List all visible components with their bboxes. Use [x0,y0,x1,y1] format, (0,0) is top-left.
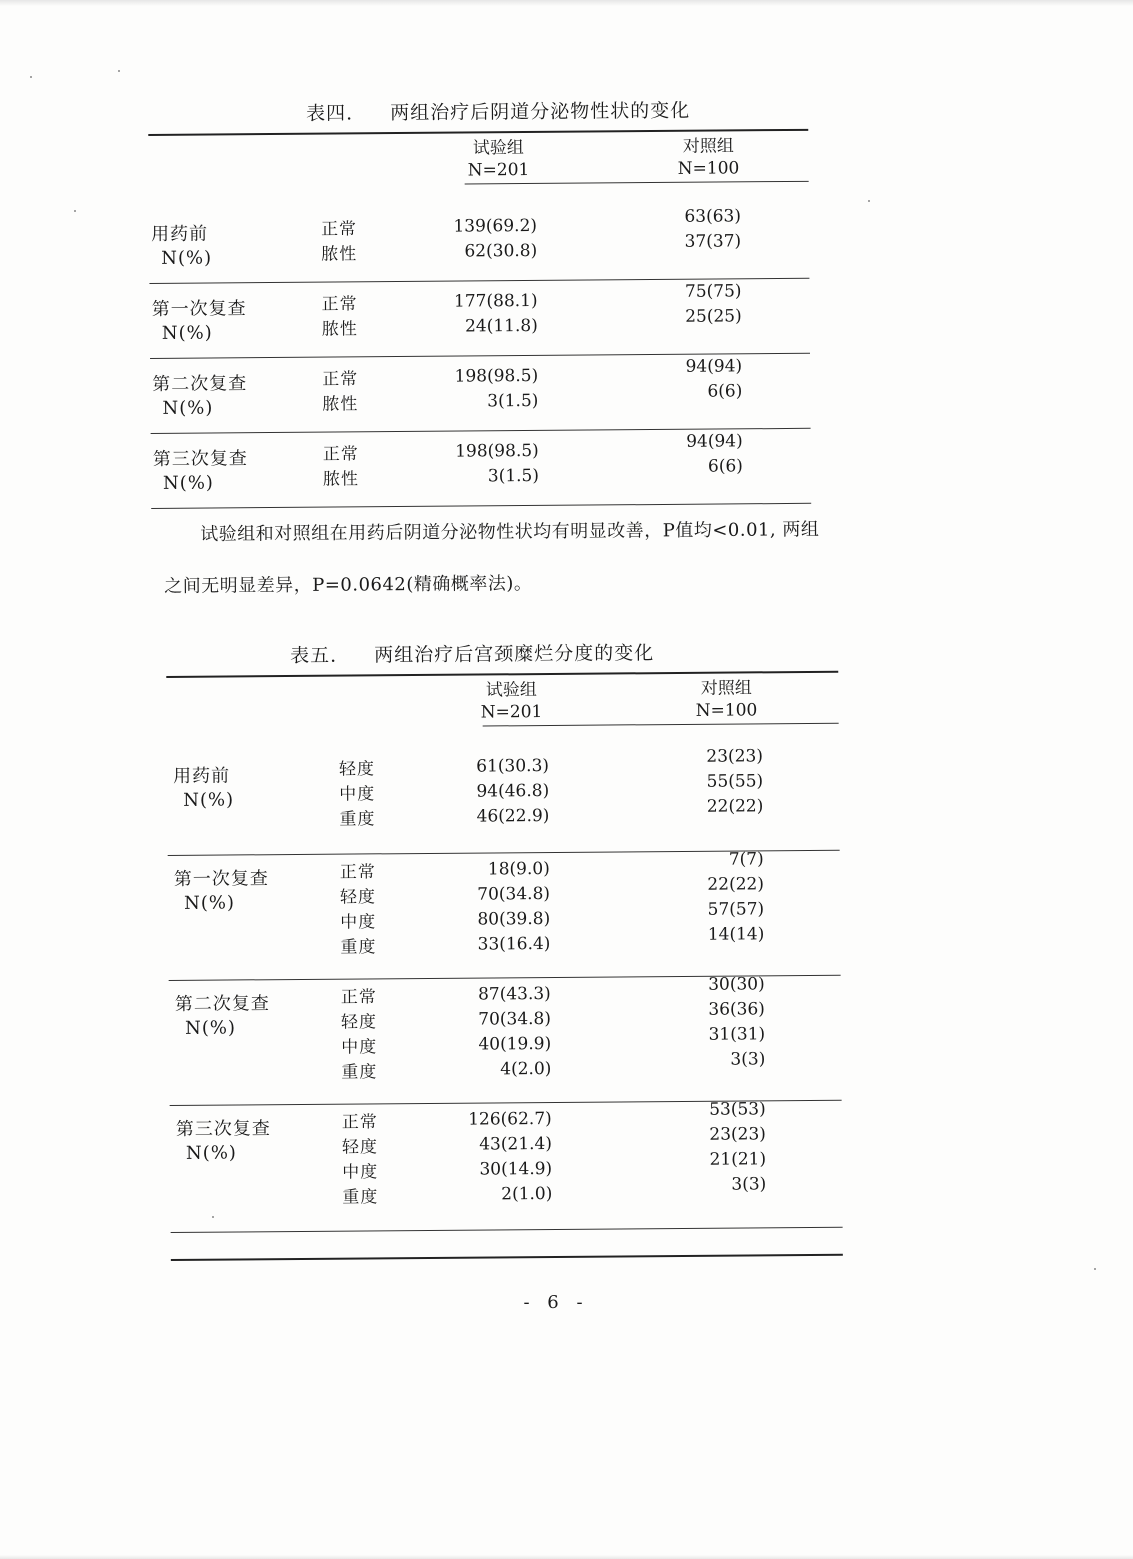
category-label: 中度 [340,912,377,933]
conclusion-line-1: 试验组和对照组在用药后阴道分泌物性状均有明显改善，P值均<0.01, 两组 [200,519,820,545]
control-value: 22(22) [707,874,765,895]
table-4-group-name: 第三次复查 [152,448,248,470]
table-4-categories [322,292,358,342]
table-5-header [166,673,838,728]
table-4-control-values [676,354,742,405]
table-5-group-name: 第二次复查 [174,993,270,1015]
table-5-categories [341,985,378,1085]
trial-value: 70(34.8) [477,883,551,905]
table-5-group-unit: N(%) [184,1017,237,1039]
trial-value: 126(62.7) [468,1108,552,1130]
table-4-group [150,354,811,433]
conclusion-line-2: 之间无明显差异，P=0.0642(精确概率法)。 [164,573,533,597]
control-value: 55(55) [706,771,764,792]
scan-speck [868,200,870,202]
category-label: 轻度 [340,1012,378,1033]
table-5-header-trial-label: 试验组 [485,680,537,701]
trial-value: 87(43.3) [477,983,551,1005]
control-value: 36(36) [708,999,765,1020]
trial-value: 4(2.0) [500,1058,552,1080]
category-label: 正常 [339,862,376,883]
trial-value: 139(69.2) [453,215,538,237]
category-label: 中度 [339,784,376,805]
table-4-header-control [648,135,768,180]
control-value: 94(94) [685,356,743,377]
trial-value: 2(1.0) [501,1183,553,1205]
category-label: 正常 [340,987,377,1008]
control-value: 57(57) [707,899,765,920]
table-5-categories [339,757,376,832]
trial-value: 43(21.4) [479,1133,553,1155]
table-4 [148,95,811,509]
control-value: 37(37) [684,231,742,252]
category-label: 正常 [341,1112,378,1133]
table-4-control-values [677,429,743,480]
control-value: 94(94) [686,431,743,452]
table-4-group-label [152,297,247,346]
trial-value: 18(9.0) [487,858,550,880]
table-5-trial-values [457,754,550,830]
table-5-header-control-label: 对照组 [700,678,752,699]
table-4-group [151,429,812,508]
table-4-categories [321,217,357,267]
category-label: 轻度 [338,759,376,780]
trial-value: 198(98.5) [454,365,539,387]
table-5 [166,637,843,1261]
category-label: 轻度 [339,887,377,908]
table-4-group [149,204,810,283]
table-5-group-name: 第三次复查 [175,1118,271,1140]
table-4-categories [323,442,359,492]
table-5-group-name: 用药前 [172,765,231,787]
control-value: 31(31) [708,1024,766,1045]
table-4-group-label [152,372,247,421]
table-4-trial-values [447,439,539,490]
trial-value: 30(14.9) [479,1158,553,1180]
category-label: 重度 [341,1062,378,1083]
table-5-label: 表五. [290,644,338,668]
table-5-trial-values [458,857,551,958]
category-label: 脓性 [322,394,359,415]
category-label: 正常 [320,219,358,240]
trial-value: 80(39.8) [477,908,551,930]
table-5-trial-values [459,982,552,1083]
trial-value: 61(30.3) [476,755,550,777]
category-label: 轻度 [341,1137,379,1158]
table-5-header-control [666,677,786,722]
category-label: 中度 [341,1037,378,1058]
table-4-control-values [675,204,741,255]
table-5-group-unit: N(%) [183,892,236,914]
control-value: 3(3) [730,1049,766,1070]
table-5-group-label [173,764,234,812]
table-4-group-unit: N(%) [161,322,213,344]
table-5-group-label [175,992,270,1041]
control-value: 3(3) [731,1174,767,1195]
scan-speck [212,1216,214,1218]
category-label: 正常 [321,294,358,315]
table-4-title: 两组治疗后阴道分泌物性状的变化 [390,99,691,125]
trial-value: 94(46.8) [476,780,550,802]
control-value: 7(7) [728,849,764,870]
trial-value: 24(11.8) [464,315,538,337]
trial-value: 40(19.9) [478,1033,552,1055]
scan-speck [118,70,120,72]
table-5-title: 两组治疗后宫颈糜烂分度的变化 [374,642,655,667]
table-5-trial-values [460,1107,553,1208]
control-value: 23(23) [709,1124,766,1145]
trial-value: 177(88.1) [453,290,538,312]
scan-speck [30,76,32,78]
table-4-trial-values [445,289,537,340]
category-label: 脓性 [321,244,358,265]
category-label: 脓性 [322,469,360,490]
control-value: 14(14) [707,924,765,945]
category-label: 正常 [322,444,359,465]
category-label: 重度 [342,1187,379,1208]
trial-value: 33(16.4) [477,933,551,955]
table-5-header-trial-n: N=201 [480,702,543,723]
table-4-group-unit: N(%) [161,247,213,269]
control-value: 23(23) [706,746,763,767]
trial-value: 3(1.5) [487,390,539,412]
table-5-group [170,1101,843,1230]
table-5-categories [340,860,377,960]
table-4-header-control-n: N=100 [677,158,740,179]
table-4-control-values [675,279,741,330]
table-4-label: 表四. [306,102,354,125]
table-5-header-control-n: N=100 [695,700,758,721]
table-5-group [169,976,842,1105]
control-value: 75(75) [684,281,742,302]
table-4-group-unit: N(%) [162,397,214,419]
table-5-group [168,851,841,980]
table-4-header-trial-label: 试验组 [472,138,524,159]
scan-edge-top [0,0,1133,6]
table-4-categories [322,367,358,417]
table-4-caption [306,95,808,133]
table-5-control-values [694,1097,767,1198]
control-value: 53(53) [709,1099,766,1120]
table-4-trial-values [446,364,538,415]
category-label: 重度 [340,937,377,958]
control-value: 63(63) [684,206,742,227]
table-4-header-trial-n: N=201 [467,160,530,181]
table-4-group-label [153,447,248,496]
table-5-control-values [691,744,764,820]
table-5-header-trial [451,679,571,724]
table-5-caption [290,637,838,675]
table-4-header [148,131,808,186]
control-value: 6(6) [707,381,743,402]
table-4-trial-values [445,214,537,265]
trial-value: 62(30.8) [464,240,538,262]
table-5-group-name: 第一次复查 [173,868,269,890]
table-5-categories [342,1110,379,1210]
control-value: 30(30) [708,974,765,995]
table-4-group-name: 第二次复查 [152,373,248,395]
table-4-header-control-label: 对照组 [682,136,734,157]
table-5-group-label [176,1117,271,1166]
table-5-group-unit: N(%) [183,789,235,811]
trial-value: 46(22.9) [476,805,550,827]
page-number: - 6 - [523,1292,589,1313]
table-4-group-name: 用药前 [150,223,209,245]
table-4-group-name: 第一次复查 [151,298,247,320]
table-5-group [167,748,840,855]
category-label: 正常 [322,369,359,390]
table-5-group-unit: N(%) [185,1142,238,1164]
category-label: 重度 [339,809,376,830]
table-4-group-unit: N(%) [162,472,214,494]
trial-value: 198(98.5) [455,440,539,462]
control-value: 22(22) [706,796,764,817]
table-4-group [149,279,810,358]
table-4-header-trial [438,137,558,182]
trial-value: 70(34.8) [478,1008,552,1030]
scan-speck [1094,1268,1096,1270]
scan-speck [74,210,76,212]
control-value: 6(6) [707,456,743,477]
control-value: 21(21) [709,1149,767,1170]
trial-value: 3(1.5) [487,465,540,487]
table-5-group-label [174,867,269,916]
scan-edge-bottom [0,1555,1133,1559]
table-5-control-values [692,847,765,948]
table-4-group-label [151,223,212,271]
category-label: 中度 [342,1162,379,1183]
control-value: 25(25) [685,306,742,327]
table-5-control-values [693,972,766,1073]
category-label: 脓性 [321,319,358,340]
